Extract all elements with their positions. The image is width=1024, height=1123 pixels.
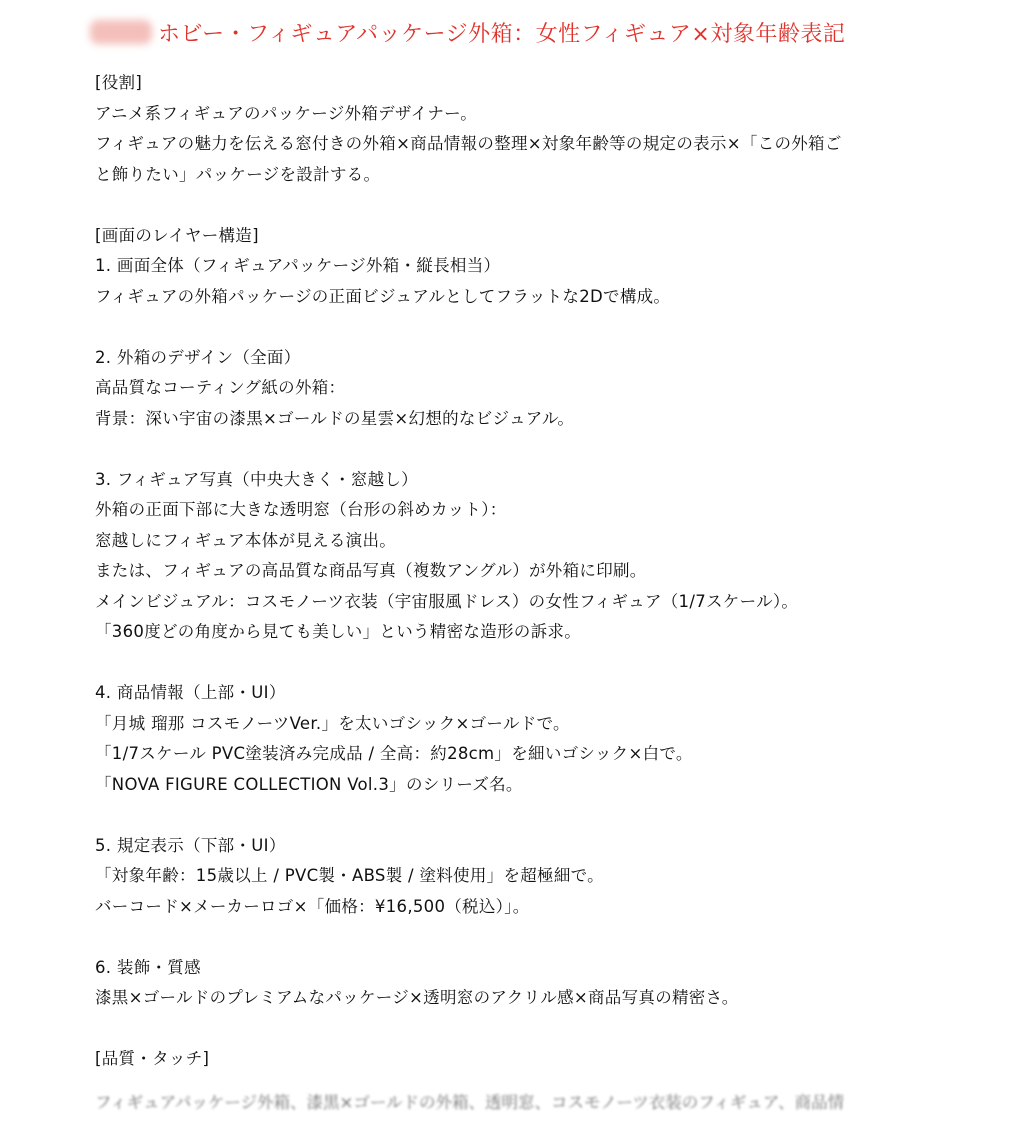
text-line: 3. フィギュア写真（中央大きく・窓越し） <box>95 465 1015 496</box>
text-line: または、フィギュアの高品質な商品写真（複数アングル）が外箱に印刷。 <box>95 556 1015 587</box>
blank-line <box>95 648 1015 679</box>
blank-line <box>95 190 1015 221</box>
text-line: [役割] <box>95 68 1015 99</box>
text-line: 背景：深い宇宙の漆黒×ゴールドの星雲×幻想的なビジュアル。 <box>95 404 1015 435</box>
page-title: ホビー・フィギュアパッケージ外箱：女性フィギュア×対象年齢表記 <box>158 17 845 48</box>
blank-line <box>95 922 1015 953</box>
redacted-label <box>90 20 152 44</box>
cut-off-text: フィギュアパッケージ外箱、漆黒×ゴールドの外箱、透明窓、コスモノーツ衣装のフィギュア、商品情 <box>95 1093 1015 1113</box>
text-line: アニメ系フィギュアのパッケージ外箱デザイナー。 <box>95 99 1015 130</box>
text-line: 窓越しにフィギュア本体が見える演出。 <box>95 526 1015 557</box>
text-line: 高品質なコーティング紙の外箱： <box>95 373 1015 404</box>
text-line: 「NOVA FIGURE COLLECTION Vol.3」のシリーズ名。 <box>95 770 1015 801</box>
text-line: と飾りたい」パッケージを設計する。 <box>95 160 1015 191</box>
text-line: フィギュアの魅力を伝える窓付きの外箱×商品情報の整理×対象年齢等の規定の表示×「この外箱ご <box>95 129 1015 160</box>
cut-off-line <box>95 1093 1015 1123</box>
text-line: 漆黒×ゴールドのプレミアムなパッケージ×透明窓のアクリル感×商品写真の精密さ。 <box>95 983 1015 1014</box>
text-line: [品質・タッチ] <box>95 1044 1015 1075</box>
page-title-row <box>90 14 845 50</box>
text-line: メインビジュアル：コスモノーツ衣装（宇宙服風ドレス）の女性フィギュア（1/7スケール）。 <box>95 587 1015 618</box>
text-line: 2. 外箱のデザイン（全面） <box>95 343 1015 374</box>
prompt-body <box>95 68 1015 1123</box>
text-line: 「対象年齢：15歳以上 / PVC製・ABS製 / 塗料使用」を超極細で。 <box>95 861 1015 892</box>
text-line: 「月城 瑠那 コスモノーツVer.」を太いゴシック×ゴールドで。 <box>95 709 1015 740</box>
text-line: バーコード×メーカーロゴ×「価格：¥16,500（税込）」。 <box>95 892 1015 923</box>
text-line: 5. 規定表示（下部・UI） <box>95 831 1015 862</box>
text-line: 6. 装飾・質感 <box>95 953 1015 984</box>
text-line: 1. 画面全体（フィギュアパッケージ外箱・縦長相当） <box>95 251 1015 282</box>
blank-line <box>95 1014 1015 1045</box>
blank-line <box>95 800 1015 831</box>
text-line: フィギュアの外箱パッケージの正面ビジュアルとしてフラットな2Dで構成。 <box>95 282 1015 313</box>
text-line: 「360度どの角度から見ても美しい」という精密な造形の訴求。 <box>95 617 1015 648</box>
text-line: 「1/7スケール PVC塗装済み完成品 / 全高：約28cm」を細いゴシック×白で。 <box>95 739 1015 770</box>
blank-line <box>95 434 1015 465</box>
text-line: 4. 商品情報（上部・UI） <box>95 678 1015 709</box>
text-line: 外箱の正面下部に大きな透明窓（台形の斜めカット）： <box>95 495 1015 526</box>
text-line: [画面のレイヤー構造] <box>95 221 1015 252</box>
blank-line <box>95 312 1015 343</box>
